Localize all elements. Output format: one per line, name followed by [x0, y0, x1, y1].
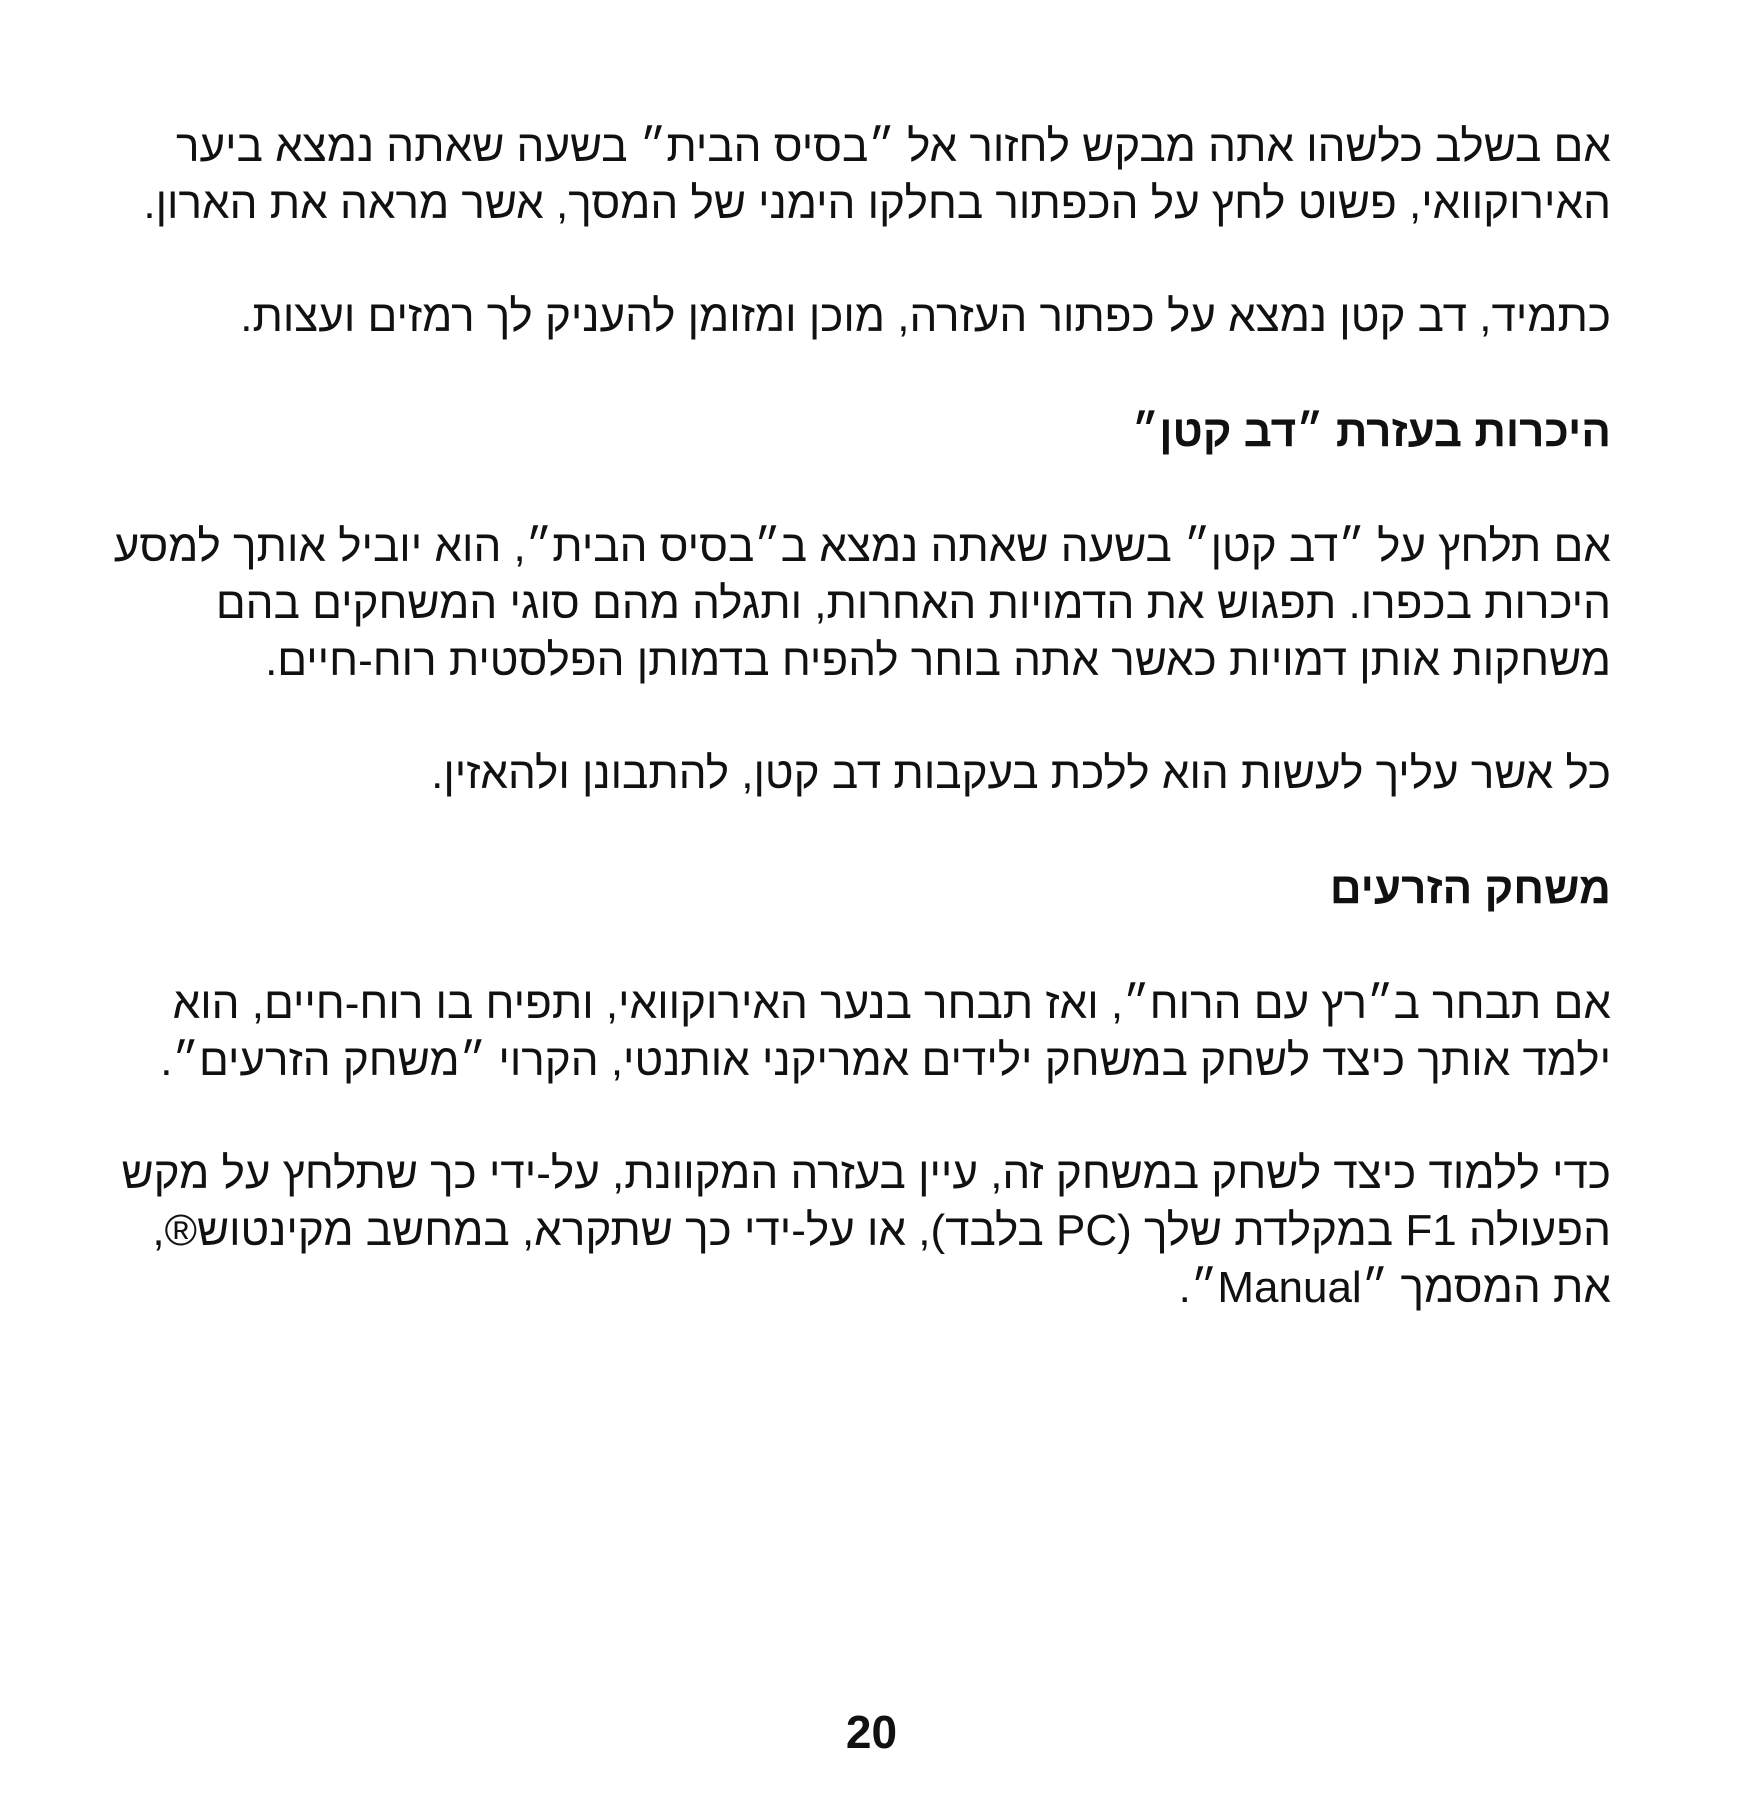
heading-little-bear-tour: היכרות בעזרת ״דב קטן״ — [1131, 407, 1611, 456]
page-number: 20 — [845, 1706, 898, 1758]
paragraph-seed-game-help: כדי ללמוד כיצד לשחק במשחק זה, עיין בעזרה המקוונת, על-ידי כך שתלחץ על מקש הפעולה F1 במקלדת שלך (PC בלבד), או על-ידי כך שתקרא, במחשב מקינטוש®, את המסמך ״Manual״. — [121, 1149, 1611, 1312]
paragraph-tour-description: אם תלחץ על ״דב קטן״ בשעה שאתה נמצא ב״בסיס הבית״, הוא יוביל אותך למסע היכרות בכפרו. תפגוש את הדמויות האחרות, ותגלה מהם סוגי המשחקים בהם משחקות אותן דמויות כאשר אתה בוחר להפיח בדמותן הפלסטית רוח-חיים. — [113, 522, 1611, 685]
paragraph-return-home: אם בשלב כלשהו אתה מבקש לחזור אל ״בסיס הבית״ בשעה שאתה נמצא ביער האירוקוואי, פשוט לחץ על הכפתור בחלקו הימני של המסך, אשר מראה את הארון. — [143, 122, 1611, 228]
page-content — [91, 118, 1611, 1316]
heading-seed-game: משחק הזרעים — [1329, 864, 1611, 913]
paragraph-follow-bear: כל אשר עליך לעשות הוא ללכת בעקבות דב קטן, להתבונן ולהאזין. — [431, 749, 1611, 798]
paragraph-seed-game-intro: אם תבחר ב״רץ עם הרוח״, ואז תבחר בנער האירוקוואי, ותפיח בו רוח-חיים, הוא ילמד אותך כיצד לשחק במשחק ילידים אמריקני אותנטי, הקרוי ״משחק הזרעים״. — [160, 979, 1611, 1085]
paragraph-help-button: כתמיד, דב קטן נמצא על כפתור העזרה, מוכן ומזומן להעניק לך רמזים ועצות. — [240, 292, 1611, 341]
